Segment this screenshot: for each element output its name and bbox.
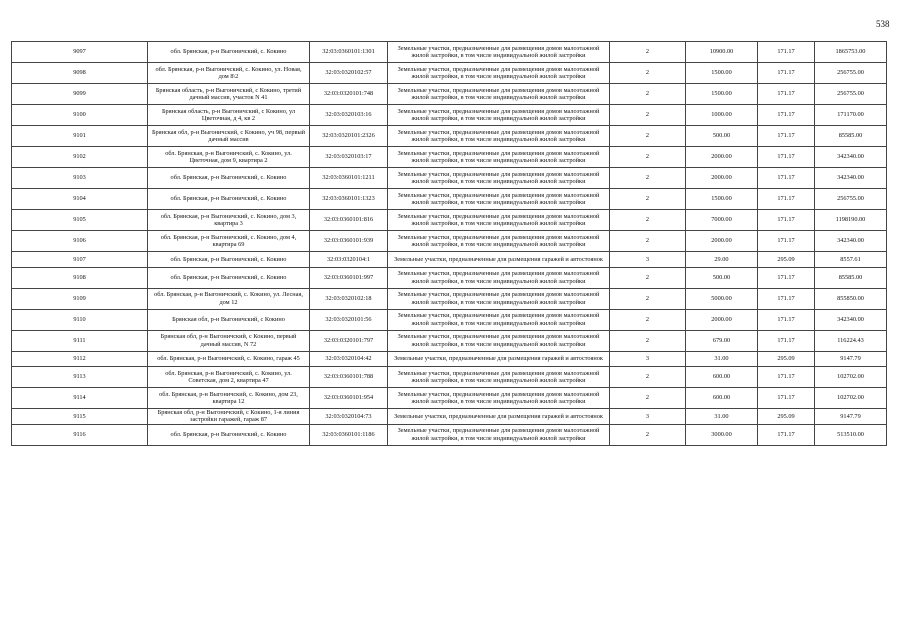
group-code-cell: 2 xyxy=(610,189,686,210)
group-code-cell: 2 xyxy=(610,388,686,409)
land-use-cell: Земельные участки, предназначенные для размещения домов малоэтажной жилой застройки, в том числе индивидуальной жилой застройки xyxy=(388,189,610,210)
cadastral-value-cell: 8557.61 xyxy=(815,252,887,268)
cadastral-value-cell: 513510.00 xyxy=(815,424,887,445)
cadastral-number-cell: 32:03:0320101:797 xyxy=(310,330,388,351)
cadastral-value-cell: 256755.00 xyxy=(815,189,887,210)
area-cell: 600.00 xyxy=(686,388,758,409)
table-row xyxy=(12,288,887,309)
rate-cell: 171.17 xyxy=(758,367,815,388)
row-number: 9114 xyxy=(12,388,148,409)
address-cell: обл. Брянская, р-н Выгоничский, с. Кокино, ул. Цветочная, дом 9, квартира 2 xyxy=(148,147,310,168)
row-number: 9107 xyxy=(12,252,148,268)
group-code-cell: 2 xyxy=(610,424,686,445)
row-number: 9105 xyxy=(12,210,148,231)
table-row xyxy=(12,63,887,84)
group-code-cell: 2 xyxy=(610,210,686,231)
rate-cell: 171.17 xyxy=(758,189,815,210)
rate-cell: 171.17 xyxy=(758,147,815,168)
cadastral-value-cell: 102702.00 xyxy=(815,388,887,409)
row-number: 9102 xyxy=(12,147,148,168)
cadastral-number-cell: 32:03:0360101:1186 xyxy=(310,424,388,445)
cadastral-number-cell: 32:03:0360101:954 xyxy=(310,388,388,409)
rate-cell: 295.09 xyxy=(758,351,815,367)
area-cell: 600.00 xyxy=(686,367,758,388)
table-row xyxy=(12,189,887,210)
land-use-cell: Земельные участки, предназначенные для размещения домов малоэтажной жилой застройки, в том числе индивидуальной жилой застройки xyxy=(388,126,610,147)
address-cell: обл. Брянская, р-н Выгоничский, с. Кокино xyxy=(148,424,310,445)
rate-cell: 171.17 xyxy=(758,231,815,252)
land-use-cell: Земельные участки, предназначенные для размещения домов малоэтажной жилой застройки, в том числе индивидуальной жилой застройки xyxy=(388,367,610,388)
group-code-cell: 2 xyxy=(610,42,686,63)
page-number: 538 xyxy=(876,19,890,29)
address-cell: Брянская обл, р-н Выгоничский, с Кокино, первый дачный массив, N 72 xyxy=(148,330,310,351)
cadastral-value-cell: 256755.00 xyxy=(815,63,887,84)
cadastral-value-cell: 342340.00 xyxy=(815,168,887,189)
cadastral-value-cell: 9147.79 xyxy=(815,351,887,367)
rate-cell: 171.17 xyxy=(758,105,815,126)
rate-cell: 171.17 xyxy=(758,210,815,231)
row-number: 9109 xyxy=(12,288,148,309)
cadastral-number-cell: 32:03:0360101:939 xyxy=(310,231,388,252)
rate-cell: 171.17 xyxy=(758,309,815,330)
table-row xyxy=(12,424,887,445)
rate-cell: 295.09 xyxy=(758,252,815,268)
address-cell: обл. Брянская, р-н Выгоничский, с. Кокино, дом 4, квартира 69 xyxy=(148,231,310,252)
rate-cell: 295.09 xyxy=(758,409,815,425)
land-use-cell: Земельные участки, предназначенные для размещения гаражей и автостоянок xyxy=(388,252,610,268)
area-cell: 31.00 xyxy=(686,409,758,425)
address-cell: Брянская обл, р-н Выгоничский, с Кокино, 1-я линия застройки гаражей, гараж 87 xyxy=(148,409,310,425)
address-cell: обл. Брянская, р-н Выгоничский, с. Кокино, ул. Советская, дом 2, квартира 47 xyxy=(148,367,310,388)
address-cell: Брянская обл, р-н Выгоничский, с Кокино xyxy=(148,309,310,330)
table-row xyxy=(12,351,887,367)
table-row xyxy=(12,210,887,231)
cadastral-value-cell: 1865753.00 xyxy=(815,42,887,63)
table-row xyxy=(12,367,887,388)
cadastral-value-cell: 342340.00 xyxy=(815,231,887,252)
cadastral-number-cell: 32:03:0320104:42 xyxy=(310,351,388,367)
area-cell: 7000.00 xyxy=(686,210,758,231)
table-row xyxy=(12,231,887,252)
row-number: 9103 xyxy=(12,168,148,189)
row-number: 9110 xyxy=(12,309,148,330)
group-code-cell: 2 xyxy=(610,147,686,168)
rate-cell: 171.17 xyxy=(758,42,815,63)
rate-cell: 171.17 xyxy=(758,424,815,445)
land-use-cell: Земельные участки, предназначенные для размещения домов малоэтажной жилой застройки, в том числе индивидуальной жилой застройки xyxy=(388,147,610,168)
row-number: 9111 xyxy=(12,330,148,351)
rate-cell: 171.17 xyxy=(758,63,815,84)
row-number: 9098 xyxy=(12,63,148,84)
cadastral-number-cell: 32:03:0360101:997 xyxy=(310,267,388,288)
cadastral-value-cell: 9147.79 xyxy=(815,409,887,425)
cadastral-value-cell: 102702.00 xyxy=(815,367,887,388)
address-cell: обл. Брянская, р-н Выгоничский, с. Кокино, дом 23, квартира 12 xyxy=(148,388,310,409)
land-use-cell: Земельные участки, предназначенные для размещения домов малоэтажной жилой застройки, в том числе индивидуальной жилой застройки xyxy=(388,105,610,126)
table-row xyxy=(12,84,887,105)
land-use-cell: Земельные участки, предназначенные для размещения домов малоэтажной жилой застройки, в том числе индивидуальной жилой застройки xyxy=(388,288,610,309)
area-cell: 1500.00 xyxy=(686,84,758,105)
area-cell: 2000.00 xyxy=(686,309,758,330)
table-row xyxy=(12,126,887,147)
cadastral-value-cell: 342340.00 xyxy=(815,147,887,168)
address-cell: Брянская обл, р-н Выгоничский, с Кокино, уч 98, первый дачный массив xyxy=(148,126,310,147)
cadastral-number-cell: 32:03:0360101:816 xyxy=(310,210,388,231)
rate-cell: 171.17 xyxy=(758,168,815,189)
cadastral-value-cell: 85585.00 xyxy=(815,126,887,147)
table-row xyxy=(12,388,887,409)
group-code-cell: 2 xyxy=(610,105,686,126)
cadastral-number-cell: 32:03:0320101:2326 xyxy=(310,126,388,147)
rate-cell: 171.17 xyxy=(758,84,815,105)
table-row xyxy=(12,147,887,168)
address-cell: обл. Брянская, р-н Выгоничский, с. Кокино xyxy=(148,252,310,268)
area-cell: 31.00 xyxy=(686,351,758,367)
cadastral-number-cell: 32:03:0360101:1301 xyxy=(310,42,388,63)
land-use-cell: Земельные участки, предназначенные для размещения домов малоэтажной жилой застройки, в том числе индивидуальной жилой застройки xyxy=(388,42,610,63)
row-number: 9100 xyxy=(12,105,148,126)
address-cell: обл. Брянская, р-н Выгоничский, с. Кокино xyxy=(148,267,310,288)
address-cell: обл. Брянская, р-н Выгоничский, с. Кокино xyxy=(148,42,310,63)
address-cell: обл. Брянская, р-н Выгоничский, с. Кокино, гараж 45 xyxy=(148,351,310,367)
land-use-cell: Земельные участки, предназначенные для размещения домов малоэтажной жилой застройки, в том числе индивидуальной жилой застройки xyxy=(388,267,610,288)
group-code-cell: 2 xyxy=(610,84,686,105)
group-code-cell: 2 xyxy=(610,330,686,351)
cadastral-number-cell: 32:03:0320103:17 xyxy=(310,147,388,168)
group-code-cell: 2 xyxy=(610,63,686,84)
cadastral-value-cell: 342340.00 xyxy=(815,309,887,330)
rate-cell: 171.17 xyxy=(758,330,815,351)
land-use-cell: Земельные участки, предназначенные для размещения домов малоэтажной жилой застройки, в том числе индивидуальной жилой застройки xyxy=(388,168,610,189)
area-cell: 29.00 xyxy=(686,252,758,268)
address-cell: Брянская область, р-н Выгоничский, с Кокино, третий дачный массив, участок N 41 xyxy=(148,84,310,105)
cadastral-number-cell: 32:03:0320101:748 xyxy=(310,84,388,105)
table-row xyxy=(12,330,887,351)
group-code-cell: 3 xyxy=(610,409,686,425)
area-cell: 2000.00 xyxy=(686,231,758,252)
land-use-cell: Земельные участки, предназначенные для размещения домов малоэтажной жилой застройки, в том числе индивидуальной жилой застройки xyxy=(388,309,610,330)
land-use-cell: Земельные участки, предназначенные для размещения гаражей и автостоянок xyxy=(388,409,610,425)
cadastral-number-cell: 32:03:0320103:16 xyxy=(310,105,388,126)
cadastral-number-cell: 32:03:0320104:1 xyxy=(310,252,388,268)
land-use-cell: Земельные участки, предназначенные для размещения домов малоэтажной жилой застройки, в том числе индивидуальной жилой застройки xyxy=(388,388,610,409)
row-number: 9104 xyxy=(12,189,148,210)
group-code-cell: 2 xyxy=(610,168,686,189)
area-cell: 3000.00 xyxy=(686,424,758,445)
group-code-cell: 2 xyxy=(610,231,686,252)
rate-cell: 171.17 xyxy=(758,388,815,409)
land-use-cell: Земельные участки, предназначенные для размещения домов малоэтажной жилой застройки, в том числе индивидуальной жилой застройки xyxy=(388,84,610,105)
table-row xyxy=(12,168,887,189)
row-number: 9115 xyxy=(12,409,148,425)
cadastral-value-cell: 171170.00 xyxy=(815,105,887,126)
row-number: 9112 xyxy=(12,351,148,367)
land-use-cell: Земельные участки, предназначенные для размещения домов малоэтажной жилой застройки, в том числе индивидуальной жилой застройки xyxy=(388,231,610,252)
cadastral-number-cell: 32:03:0320104:73 xyxy=(310,409,388,425)
cadastral-number-cell: 32:03:0320102:18 xyxy=(310,288,388,309)
row-number: 9106 xyxy=(12,231,148,252)
row-number: 9113 xyxy=(12,367,148,388)
address-cell: Брянская область, р-н Выгоничский, с Кокино, ул Цветочная, д 4, кв 2 xyxy=(148,105,310,126)
area-cell: 10900.00 xyxy=(686,42,758,63)
cadastral-value-cell: 1198190.00 xyxy=(815,210,887,231)
area-cell: 2000.00 xyxy=(686,147,758,168)
area-cell: 1500.00 xyxy=(686,63,758,84)
cadastral-value-cell: 85585.00 xyxy=(815,267,887,288)
area-cell: 1500.00 xyxy=(686,189,758,210)
land-use-cell: Земельные участки, предназначенные для размещения домов малоэтажной жилой застройки, в том числе индивидуальной жилой застройки xyxy=(388,330,610,351)
table-row xyxy=(12,409,887,425)
land-use-cell: Земельные участки, предназначенные для размещения домов малоэтажной жилой застройки, в том числе индивидуальной жилой застройки xyxy=(388,424,610,445)
group-code-cell: 2 xyxy=(610,267,686,288)
table-row xyxy=(12,42,887,63)
area-cell: 500.00 xyxy=(686,126,758,147)
group-code-cell: 2 xyxy=(610,288,686,309)
area-cell: 2000.00 xyxy=(686,168,758,189)
land-use-cell: Земельные участки, предназначенные для размещения домов малоэтажной жилой застройки, в том числе индивидуальной жилой застройки xyxy=(388,210,610,231)
cadastral-value-cell: 256755.00 xyxy=(815,84,887,105)
group-code-cell: 3 xyxy=(610,351,686,367)
register-body xyxy=(12,42,887,446)
table-row xyxy=(12,252,887,268)
cadastral-number-cell: 32:03:0360101:1211 xyxy=(310,168,388,189)
area-cell: 1000.00 xyxy=(686,105,758,126)
address-cell: обл. Брянская, р-н Выгоничский, с. Кокино, дом 3, квартира 3 xyxy=(148,210,310,231)
group-code-cell: 2 xyxy=(610,367,686,388)
group-code-cell: 3 xyxy=(610,252,686,268)
area-cell: 679.00 xyxy=(686,330,758,351)
land-use-cell: Земельные участки, предназначенные для размещения гаражей и автостоянок xyxy=(388,351,610,367)
group-code-cell: 2 xyxy=(610,126,686,147)
rate-cell: 171.17 xyxy=(758,288,815,309)
row-number: 9099 xyxy=(12,84,148,105)
address-cell: обл. Брянская, р-н Выгоничский, с. Кокино xyxy=(148,168,310,189)
cadastral-value-cell: 116224.43 xyxy=(815,330,887,351)
group-code-cell: 2 xyxy=(610,309,686,330)
address-cell: обл. Брянская, р-н Выгоничский, с. Кокино, ул. Лесная, дом 12 xyxy=(148,288,310,309)
cadastral-number-cell: 32:03:0360101:1323 xyxy=(310,189,388,210)
address-cell: обл. Брянская, р-н Выгоничский, с. Кокино xyxy=(148,189,310,210)
area-cell: 5000.00 xyxy=(686,288,758,309)
table-row xyxy=(12,105,887,126)
address-cell: обл. Брянская, р-н Выгоничский, с. Кокино, ул. Новая, дом 8\2 xyxy=(148,63,310,84)
land-use-cell: Земельные участки, предназначенные для размещения домов малоэтажной жилой застройки, в том числе индивидуальной жилой застройки xyxy=(388,63,610,84)
table-row xyxy=(12,309,887,330)
area-cell: 500.00 xyxy=(686,267,758,288)
cadastral-number-cell: 32:03:0320102:57 xyxy=(310,63,388,84)
row-number: 9101 xyxy=(12,126,148,147)
land-register-table xyxy=(11,41,887,446)
cadastral-number-cell: 32:03:0320101:56 xyxy=(310,309,388,330)
table-row xyxy=(12,267,887,288)
rate-cell: 171.17 xyxy=(758,126,815,147)
row-number: 9116 xyxy=(12,424,148,445)
cadastral-value-cell: 855850.00 xyxy=(815,288,887,309)
row-number: 9097 xyxy=(12,42,148,63)
cadastral-number-cell: 32:03:0360101:788 xyxy=(310,367,388,388)
rate-cell: 171.17 xyxy=(758,267,815,288)
row-number: 9108 xyxy=(12,267,148,288)
